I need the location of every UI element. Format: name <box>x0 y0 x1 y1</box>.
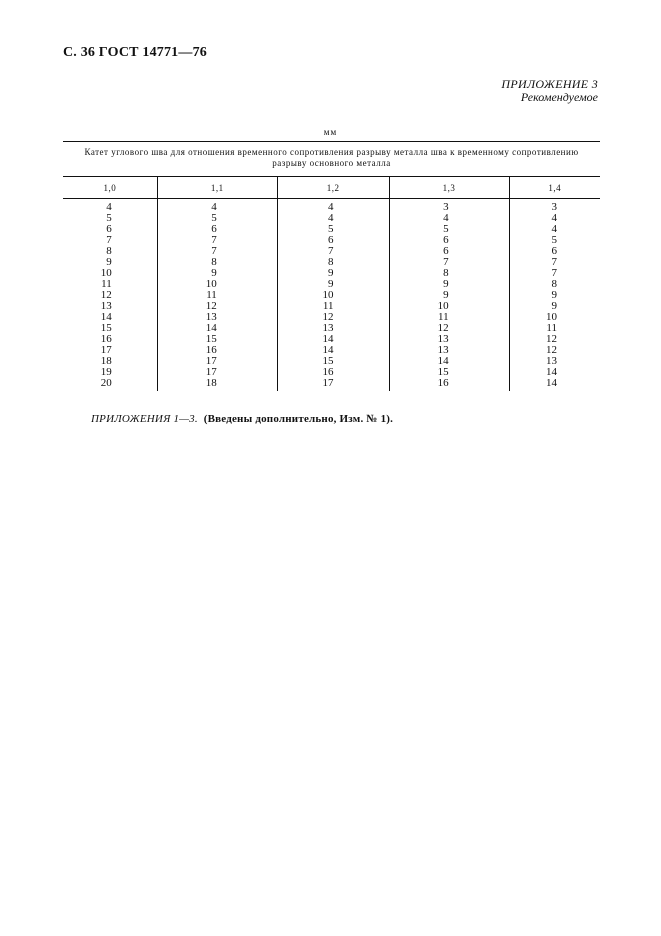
table-cell: 12 <box>509 334 600 345</box>
table-cell: 6 <box>389 235 509 246</box>
table-cell: 13 <box>157 312 277 323</box>
table-cell: 17 <box>157 367 277 378</box>
table-cell: 4 <box>509 224 600 235</box>
table-cell: 9 <box>157 268 277 279</box>
table-cell: 8 <box>277 257 389 268</box>
table-cell: 9 <box>277 268 389 279</box>
table-cell: 15 <box>157 334 277 345</box>
table-cell: 4 <box>509 213 600 224</box>
table-cell: 14 <box>509 367 600 378</box>
table-cell: 7 <box>157 235 277 246</box>
table-cell: 12 <box>277 312 389 323</box>
column-header-row <box>63 177 600 199</box>
column-header: 1,4 <box>509 177 600 199</box>
table-cell: 17 <box>277 378 389 391</box>
weld-leg-table <box>63 141 600 391</box>
table-cell: 10 <box>389 301 509 312</box>
table-cell: 16 <box>277 367 389 378</box>
footnote-text: (Введены дополнительно, Изм. № 1). <box>203 413 394 425</box>
footnote-ref: ПРИЛОЖЕНИЯ 1—3. <box>91 413 198 425</box>
table-cell: 14 <box>277 334 389 345</box>
table-cell: 4 <box>106 201 112 213</box>
table-cell: 5 <box>106 212 112 224</box>
table-cell: 9 <box>277 279 389 290</box>
table-cell: 10 <box>509 312 600 323</box>
column-header: 1,2 <box>277 177 389 199</box>
table-cell: 7 <box>277 246 389 257</box>
table-cell: 14 <box>157 323 277 334</box>
table-cell: 4 <box>277 199 389 214</box>
table-cell: 12 <box>389 323 509 334</box>
table-cell: 10 <box>157 279 277 290</box>
table-cell: 11 <box>389 312 509 323</box>
table-body <box>63 199 600 392</box>
table-cell: 9 <box>509 290 600 301</box>
table-cell: 20 <box>100 377 112 389</box>
table-cell: 16 <box>389 378 509 391</box>
table-cell: 7 <box>509 268 600 279</box>
table-cell: 13 <box>100 300 112 312</box>
table-cell: 15 <box>277 356 389 367</box>
table-cell: 18 <box>157 378 277 391</box>
table-cell: 3 <box>509 199 600 214</box>
column-header: 1,3 <box>389 177 509 199</box>
table-cell: 12 <box>509 345 600 356</box>
table-cell: 4 <box>389 213 509 224</box>
table-cell: 8 <box>106 245 112 257</box>
table-cell: 15 <box>389 367 509 378</box>
table-cell: 11 <box>157 290 277 301</box>
table-cell: 17 <box>100 344 112 356</box>
appendix-heading <box>501 78 598 104</box>
table-cell: 11 <box>509 323 600 334</box>
table-cell: 14 <box>389 356 509 367</box>
table-cell: 8 <box>509 279 600 290</box>
table-cell: 10 <box>100 267 112 279</box>
table-cell: 19 <box>100 366 112 378</box>
table-cell: 16 <box>100 333 112 345</box>
table-cell: 11 <box>277 301 389 312</box>
table-cell: 13 <box>389 334 509 345</box>
table-cell: 4 <box>157 199 277 214</box>
table-cell: 13 <box>277 323 389 334</box>
footnote <box>91 413 393 425</box>
table-cell: 14 <box>277 345 389 356</box>
table-cell: 14 <box>100 311 112 323</box>
table-cell: 9 <box>509 301 600 312</box>
table-cell: 8 <box>157 257 277 268</box>
table-row <box>63 199 600 214</box>
page-header: С. 36 ГОСТ 14771—76 <box>63 45 207 60</box>
table-cell: 6 <box>509 246 600 257</box>
table-caption: Катет углового шва для отношения временного сопротивления разрыву металла шва к временному сопротивлению разрыву основного металла <box>63 142 600 177</box>
table-cell: 5 <box>157 213 277 224</box>
table-cell: 9 <box>389 290 509 301</box>
table-cell: 5 <box>277 224 389 235</box>
column-header: 1,1 <box>157 177 277 199</box>
table-cell: 7 <box>157 246 277 257</box>
column-header: 1,0 <box>63 177 157 199</box>
table-cell: 6 <box>106 223 112 235</box>
table-cell: 8 <box>389 268 509 279</box>
appendix-status: Рекомендуемое <box>520 90 598 104</box>
table-cell: 12 <box>157 301 277 312</box>
table-cell: 14 <box>509 378 600 391</box>
appendix-title: ПРИЛОЖЕНИЕ 3 <box>501 77 598 91</box>
table-cell: 4 <box>277 213 389 224</box>
table-row <box>63 378 600 391</box>
table-cell: 3 <box>389 199 509 214</box>
table-cell: 7 <box>106 234 112 246</box>
table-cell: 17 <box>157 356 277 367</box>
table-cell: 15 <box>100 322 112 334</box>
table-cell: 13 <box>509 356 600 367</box>
table-cell: 5 <box>509 235 600 246</box>
table-cell: 6 <box>389 246 509 257</box>
table-cell: 18 <box>100 355 112 367</box>
table-cell: 9 <box>389 279 509 290</box>
table-cell: 13 <box>389 345 509 356</box>
table-cell: 10 <box>277 290 389 301</box>
table-cell: 6 <box>277 235 389 246</box>
table-cell: 16 <box>157 345 277 356</box>
table-cell: 12 <box>100 289 112 301</box>
table-cell: 9 <box>106 256 112 268</box>
table-cell: 7 <box>509 257 600 268</box>
table-cell: 7 <box>389 257 509 268</box>
table-cell: 5 <box>389 224 509 235</box>
table-cell: 11 <box>101 278 112 290</box>
units-label: мм <box>323 127 338 137</box>
table-cell: 6 <box>157 224 277 235</box>
